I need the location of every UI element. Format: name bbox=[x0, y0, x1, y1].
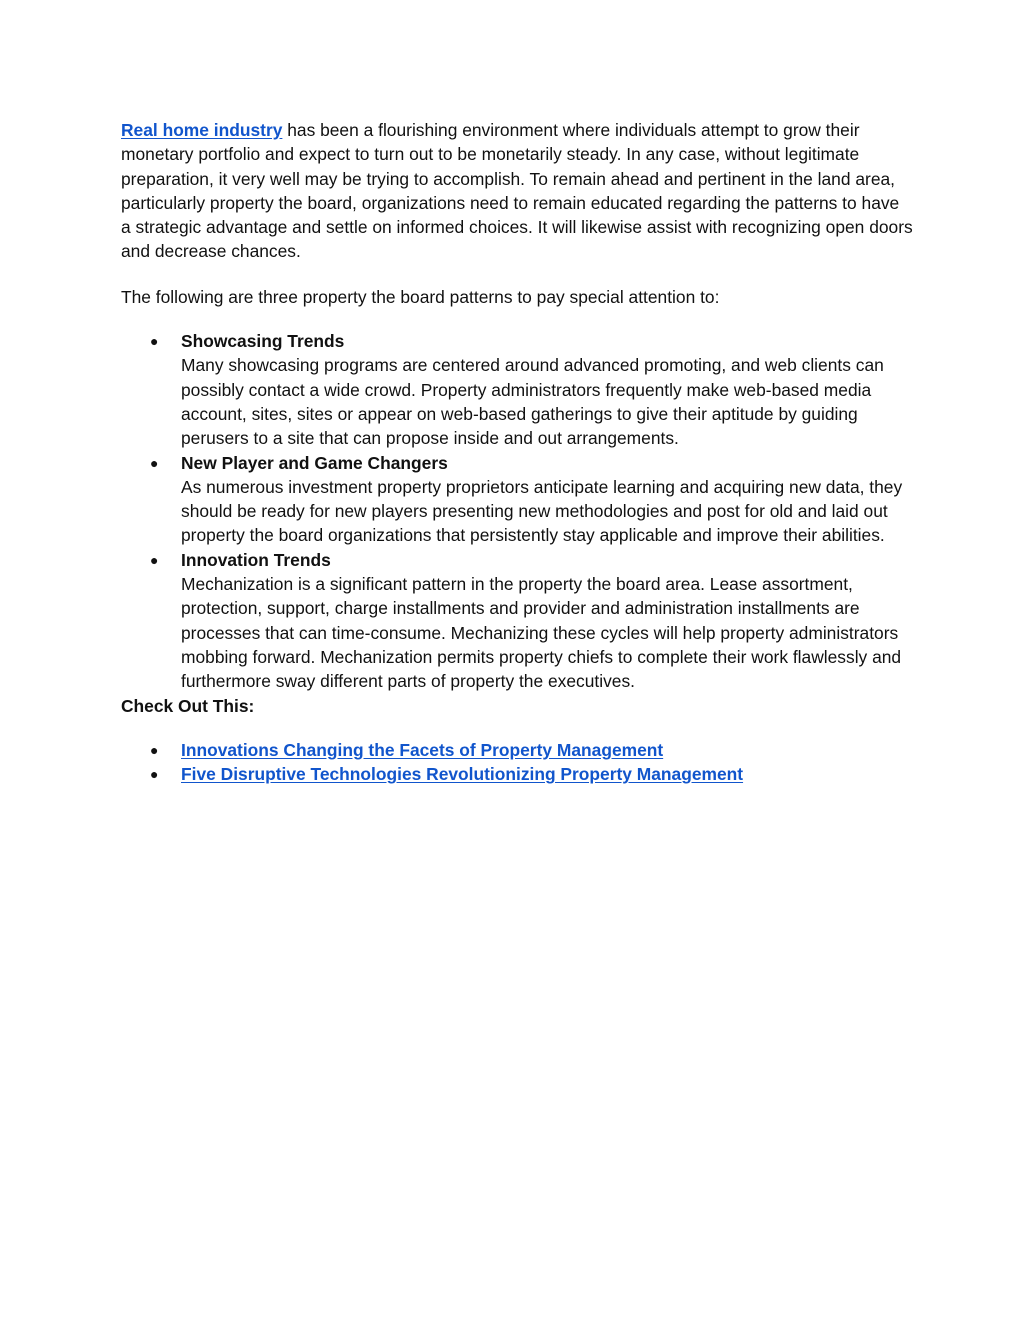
trend-body: Many showcasing programs are centered around advanced promoting, and web clients can possibly contact a wide crowd. Property administrators frequently make web-based media account, sites, sites or appear on web-based gatherings to give their aptitude by guiding perusers to a site that can propose inside and out arrangements. bbox=[181, 355, 884, 449]
trend-title: Innovation Trends bbox=[181, 549, 331, 570]
list-item bbox=[121, 451, 913, 548]
document-page bbox=[121, 118, 913, 786]
bullet-icon: ● bbox=[150, 766, 159, 783]
bullet-icon: ● bbox=[150, 551, 159, 568]
related-article-link[interactable]: Five Disruptive Technologies Revolutionizing Property Management bbox=[181, 764, 744, 785]
real-home-industry-link[interactable]: Real home industry bbox=[121, 120, 283, 140]
trend-title: Showcasing Trends bbox=[181, 331, 345, 352]
trend-title: New Player and Game Changers bbox=[181, 452, 448, 473]
trend-body: Mechanization is a significant pattern in the property the board area. Lease assortment, protection, support, charge installments and provider and administration installments are processes that can time-consume. Mechanizing these cycles will help property administrators mobbing forward. Mechanization permits property chiefs to complete their work flawlessly and furthermore sway different parts of property the executives. bbox=[181, 574, 902, 692]
list-item bbox=[121, 548, 913, 694]
list-item bbox=[121, 329, 913, 450]
related-article-link[interactable]: Innovations Changing the Facets of Property Management bbox=[181, 739, 664, 760]
list-item bbox=[121, 762, 913, 786]
bullet-icon: ● bbox=[150, 454, 159, 471]
trends-list bbox=[121, 329, 913, 693]
trend-body: As numerous investment property proprietors anticipate learning and acquiring new data, they should be ready for new players presenting new methodologies and post for old and laid out property the board organizations that persistently stay applicable and improve their abilities. bbox=[181, 476, 903, 546]
check-out-heading: Check Out This: bbox=[121, 695, 255, 716]
related-links-list bbox=[121, 738, 913, 787]
bullet-icon: ● bbox=[150, 333, 159, 350]
bullet-icon: ● bbox=[150, 741, 159, 758]
trends-lead-paragraph: The following are three property the board patterns to pay special attention to: bbox=[121, 286, 720, 307]
list-item bbox=[121, 738, 913, 762]
intro-text: has been a flourishing environment where individuals attempt to grow their monetary portfolio and expect to turn out to be monetarily steady. In any case, without legitimate preparation, it very well may be trying to accomplish. To remain ahead and pertinent in the land area, particularly property the board, organizations need to remain educated regarding the patterns to have a strategic advantage and settle on informed choices. It will likewise assist with recognizing open doors and decrease chances. bbox=[121, 120, 913, 262]
intro-paragraph bbox=[121, 118, 913, 264]
